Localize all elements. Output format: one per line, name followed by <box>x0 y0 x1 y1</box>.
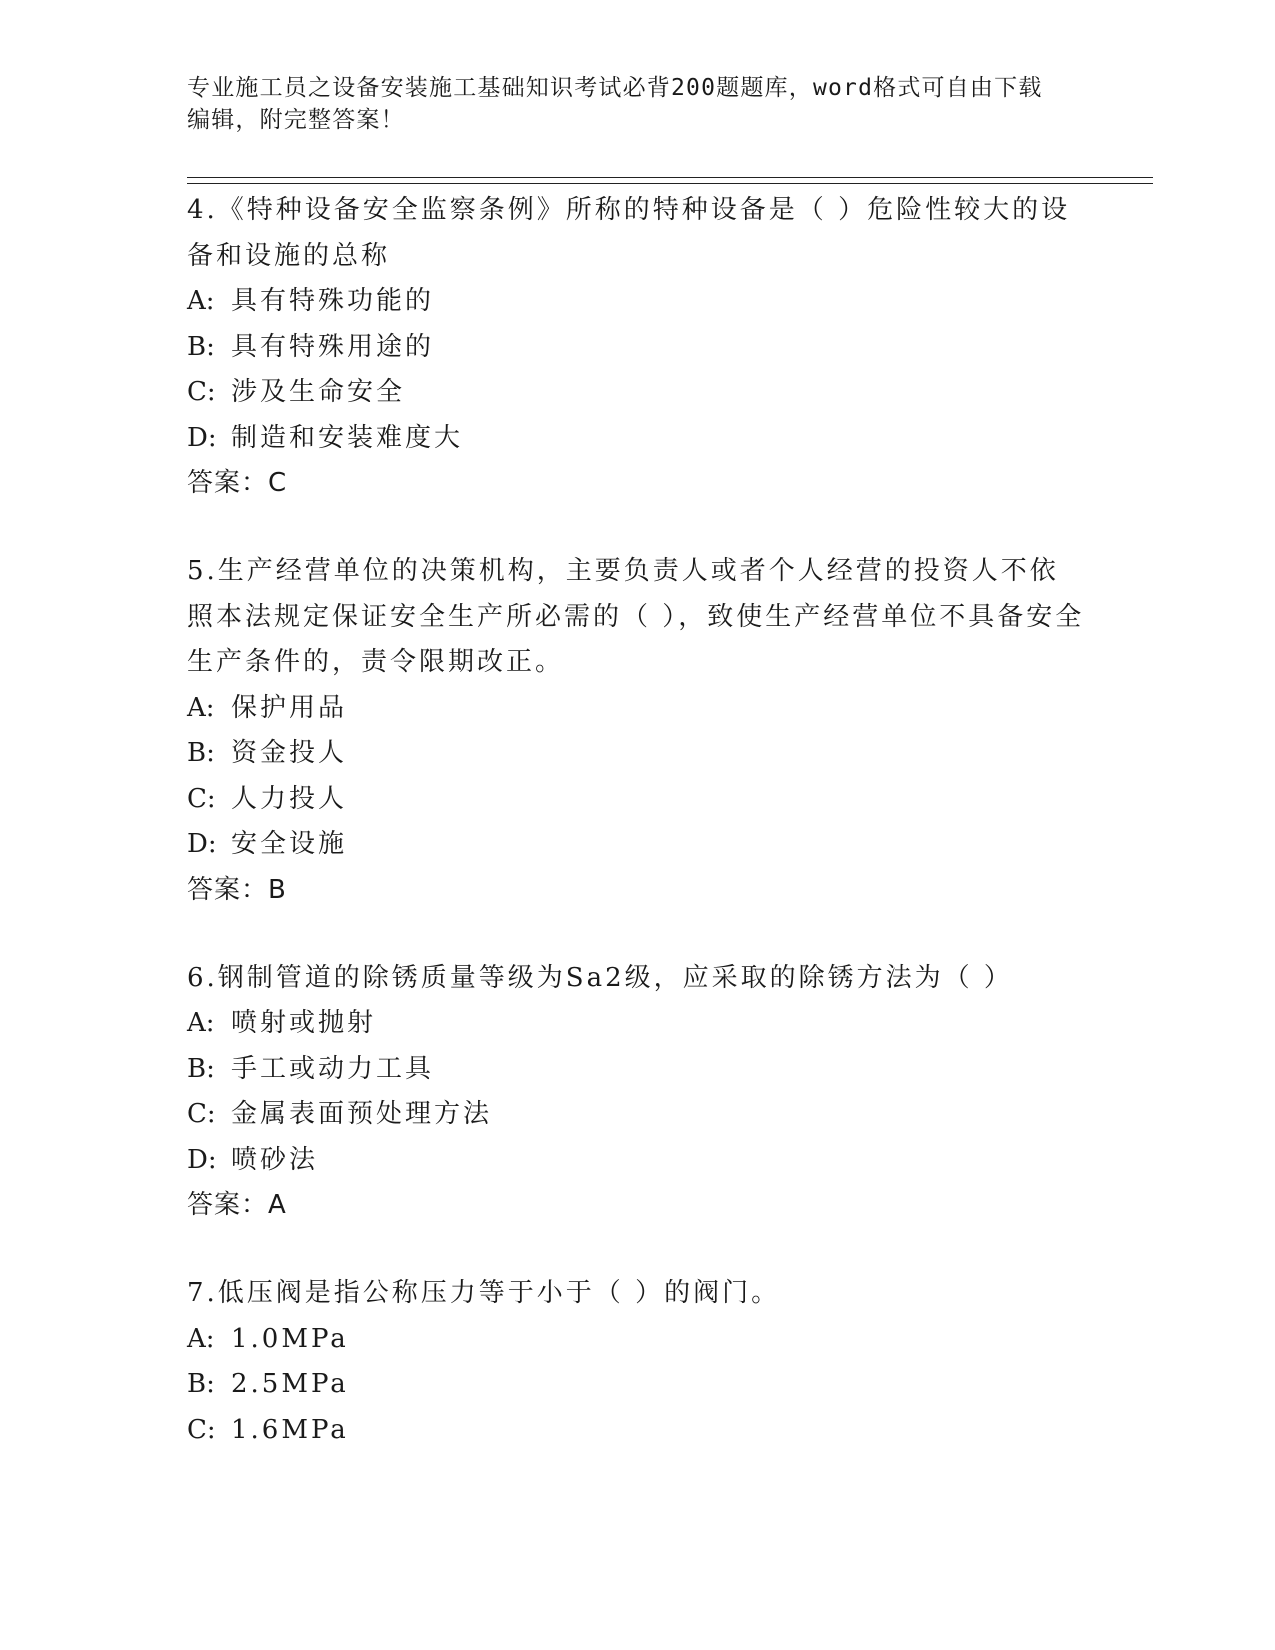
option-b <box>187 325 1087 371</box>
option-text: 1.6MPa <box>231 1414 349 1445</box>
question-7 <box>187 1271 1087 1453</box>
option-letter: A: <box>187 692 215 723</box>
answer-line: 答案：A <box>187 1190 287 1220</box>
option-letter: C: <box>187 377 216 407</box>
option-letter: A: <box>187 1323 215 1354</box>
option-letter: D: <box>187 1144 217 1175</box>
option-text: 手工或动力工具 <box>231 1053 435 1084</box>
option-text: 1.0MPa <box>231 1323 349 1354</box>
answer-line: 答案：B <box>187 874 287 905</box>
option-letter: C: <box>187 783 216 814</box>
option-d <box>187 1138 1087 1184</box>
question-6 <box>187 956 1087 1229</box>
option-text: 资金投人 <box>231 738 348 768</box>
option-letter: B: <box>187 1053 215 1084</box>
question-list <box>187 188 1087 1453</box>
option-c <box>187 370 1087 416</box>
option-letter: B: <box>187 1369 215 1399</box>
option-text: 具有特殊用途的 <box>231 331 435 362</box>
option-letter: B: <box>187 738 215 768</box>
option-a <box>187 279 1087 325</box>
option-letter: B: <box>187 331 215 362</box>
option-text: 金属表面预处理方法 <box>231 1099 493 1129</box>
option-d <box>187 416 1087 462</box>
option-text: 具有特殊功能的 <box>231 286 435 316</box>
option-b <box>187 731 1087 777</box>
option-a <box>187 686 1087 732</box>
option-text: 喷砂法 <box>231 1144 319 1175</box>
option-b <box>187 1362 1087 1408</box>
option-b <box>187 1047 1087 1093</box>
option-text: 2.5MPa <box>231 1369 349 1399</box>
question-stem: 5.生产经营单位的决策机构，主要负责人或者个人经营的投资人不依照本法规定保证安全生产所必需的（ ），致使生产经营单位不具备安全生产条件的，责令限期改正。 <box>187 556 1085 677</box>
option-text: 保护用品 <box>231 692 348 723</box>
option-text: 安全设施 <box>231 829 348 859</box>
option-c <box>187 777 1087 823</box>
option-text: 人力投人 <box>231 783 348 814</box>
header-line-2: 编辑，附完整答案！ <box>187 107 405 133</box>
option-letter: A: <box>187 1008 215 1038</box>
option-c <box>187 1092 1087 1138</box>
option-text: 制造和安装难度大 <box>231 422 464 453</box>
answer-line: 答案：C <box>187 468 288 498</box>
option-d <box>187 822 1087 868</box>
option-letter: C: <box>187 1099 216 1129</box>
option-letter: D: <box>187 422 217 453</box>
option-text: 喷射或抛射 <box>231 1008 377 1038</box>
header-rule-bottom <box>187 183 1153 184</box>
option-c <box>187 1408 1087 1454</box>
option-text: 涉及生命安全 <box>231 377 406 407</box>
question-stem: 7.低压阀是指公称压力等于小于（ ）的阀门。 <box>187 1278 781 1308</box>
option-letter: C: <box>187 1414 216 1445</box>
question-stem: 6.钢制管道的除锈质量等级为Sa2级，应采取的除锈方法为（ ） <box>187 962 1013 993</box>
question-4 <box>187 188 1087 506</box>
option-a <box>187 1317 1087 1363</box>
question-5 <box>187 549 1087 913</box>
option-a <box>187 1001 1087 1047</box>
header-rule-top <box>187 177 1153 178</box>
option-letter: A: <box>187 286 215 316</box>
option-letter: D: <box>187 829 217 859</box>
header-line-1: 专业施工员之设备安装施工基础知识考试必背200题题库，word格式可自由下载 <box>187 75 1043 101</box>
question-stem: 4.《特种设备安全监察条例》所称的特种设备是（ ）危险性较大的设备和设施的总称 <box>187 195 1071 271</box>
document-header <box>187 72 1087 136</box>
